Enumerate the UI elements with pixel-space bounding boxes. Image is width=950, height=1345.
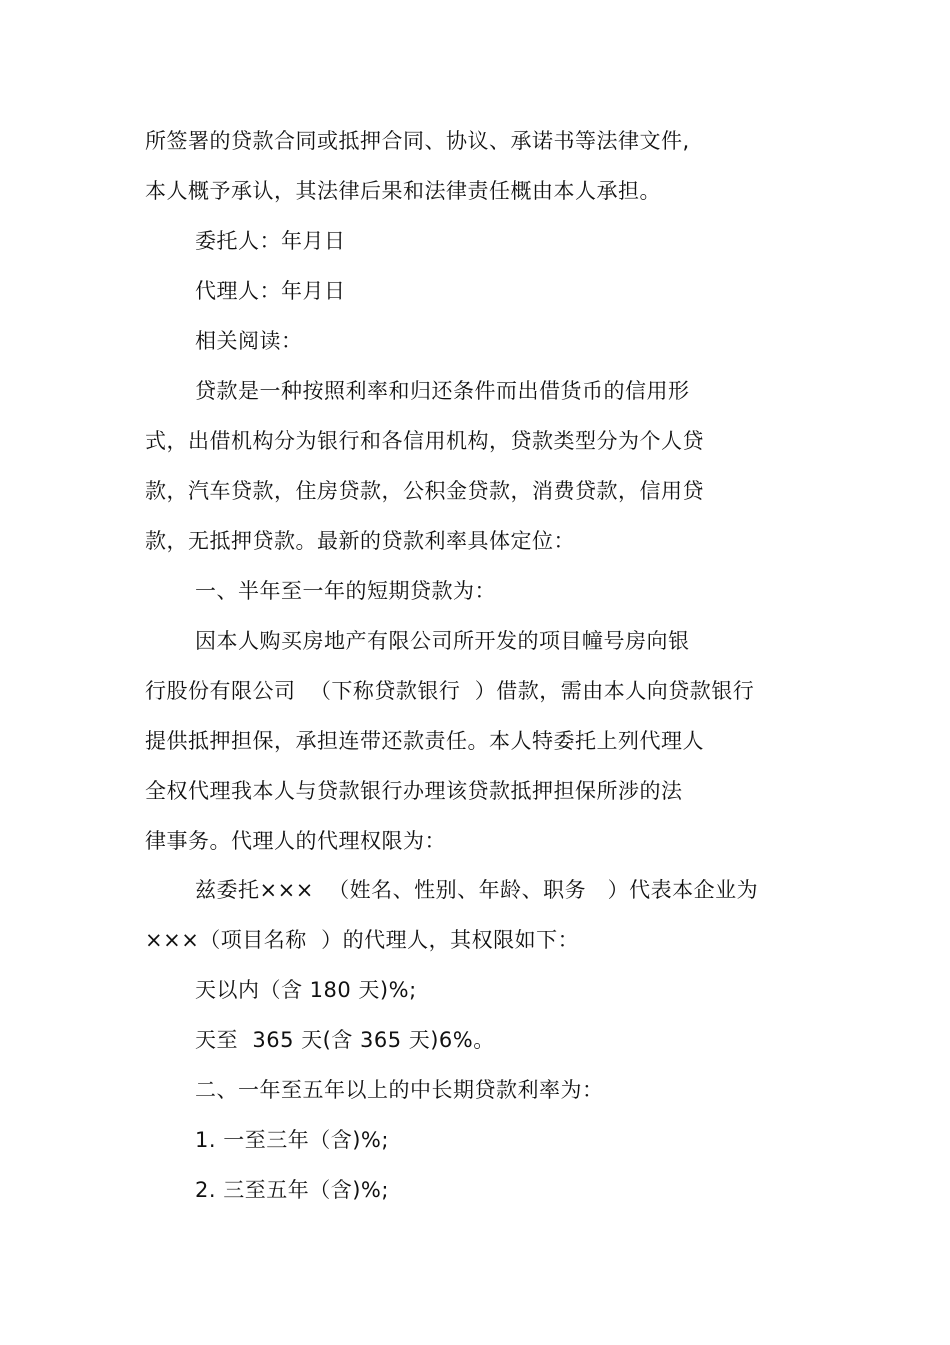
body-text-line: 兹委托××× （姓名、性别、年龄、职务 ）代表本企业为 bbox=[195, 878, 759, 902]
body-text-line: 所签署的贷款合同或抵押合同、协议、承诺书等法律文件, bbox=[145, 129, 690, 153]
rate-line: 天至 365 天(含 365 天)6%。 bbox=[195, 1028, 495, 1052]
body-text-line: 式，出借机构分为银行和各信用机构，贷款类型分为个人贷 bbox=[145, 429, 704, 453]
body-text-line: 贷款是一种按照利率和归还条件而出借货币的信用形 bbox=[195, 379, 690, 403]
body-text-line: 行股份有限公司 （下称贷款银行 ）借款，需由本人向贷款银行 bbox=[145, 679, 755, 703]
body-text-line: 款，无抵押贷款。最新的贷款利率具体定位： bbox=[145, 529, 575, 553]
list-heading: 一、半年至一年的短期贷款为： bbox=[195, 579, 496, 603]
rate-line: 天以内（含 180 天)%; bbox=[195, 978, 417, 1002]
list-heading: 二、一年至五年以上的中长期贷款利率为： bbox=[195, 1078, 604, 1102]
section-heading: 相关阅读： bbox=[195, 329, 303, 353]
body-text-line: 提供抵押担保，承担连带还款责任。本人特委托上列代理人 bbox=[145, 729, 704, 753]
body-text-line: 律事务。代理人的代理权限为： bbox=[145, 829, 446, 853]
body-text-line: 本人概予承认，其法律后果和法律责任概由本人承担。 bbox=[145, 179, 661, 203]
body-text-line: ×××（项目名称 ）的代理人，其权限如下： bbox=[145, 928, 580, 952]
list-item: 1. 一至三年（含)%; bbox=[195, 1128, 389, 1152]
body-text-line: 因本人购买房地产有限公司所开发的项目幢号房向银 bbox=[195, 629, 690, 653]
list-item: 2. 三至五年（含)%; bbox=[195, 1178, 389, 1202]
signature-line-agent: 代理人：年月日 bbox=[195, 279, 346, 303]
signature-line-principal: 委托人：年月日 bbox=[195, 229, 346, 253]
body-text-line: 款，汽车贷款，住房贷款，公积金贷款，消费贷款，信用贷 bbox=[145, 479, 704, 503]
body-text-line: 全权代理我本人与贷款银行办理该贷款抵押担保所涉的法 bbox=[145, 779, 683, 803]
